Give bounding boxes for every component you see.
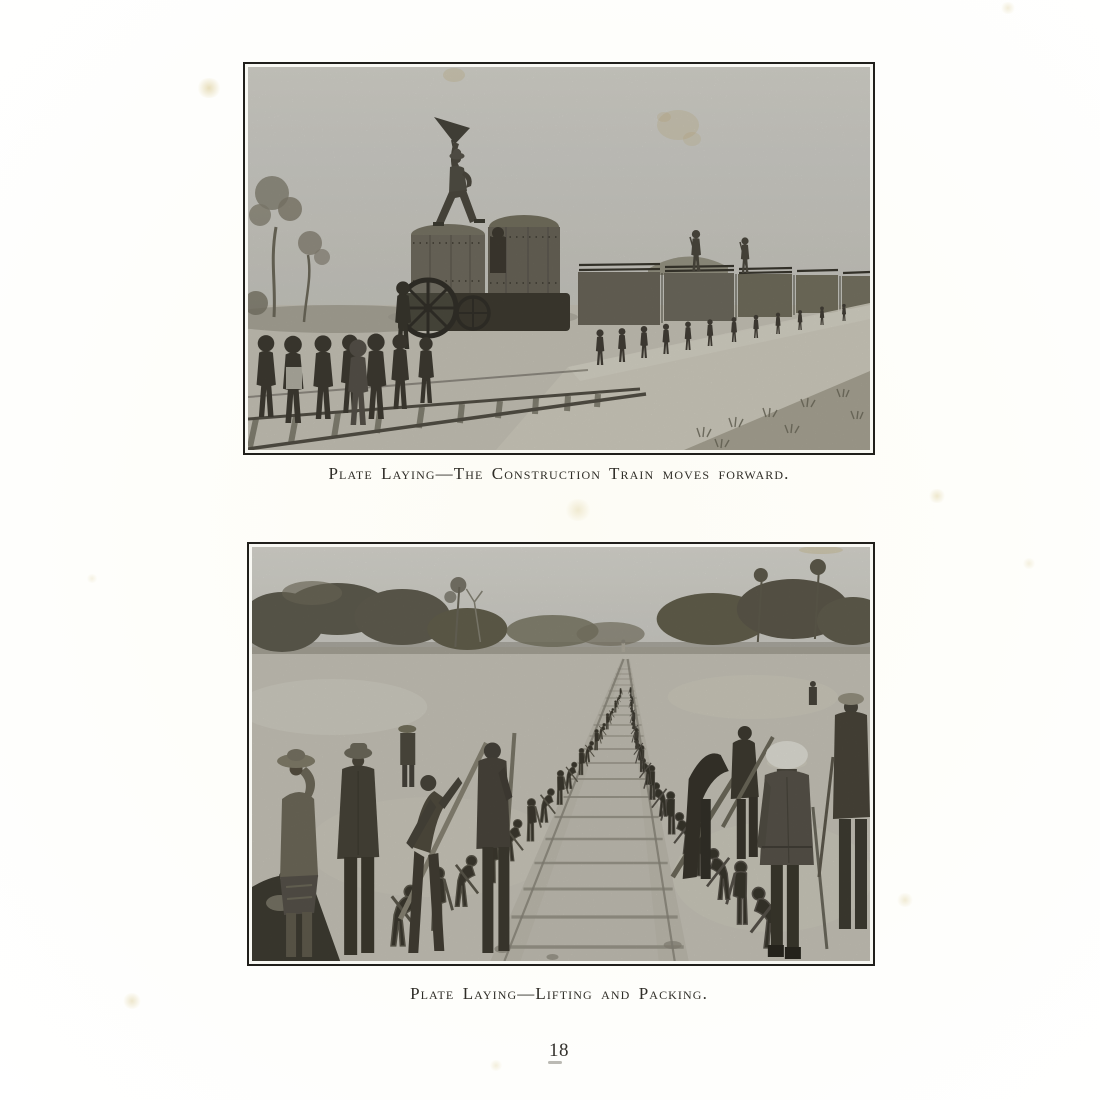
photo-construction-train — [248, 67, 870, 450]
caption-construction-train: Plate Laying—The Construction Train moves forward. — [328, 464, 790, 483]
photo-frame-lifting-packing — [247, 542, 875, 966]
foxing-spot — [928, 489, 946, 503]
foxing-spot — [122, 993, 142, 1009]
caption-lifting-packing: Plate Laying—Lifting and Packing. — [410, 984, 708, 1003]
page-number: 18 — [549, 1040, 569, 1061]
foxing-spot — [896, 893, 914, 907]
foxing-spot — [1000, 2, 1016, 14]
foxing-spot — [86, 574, 98, 583]
foxing-spot — [1022, 558, 1036, 569]
foxing-spot — [196, 78, 222, 98]
foxing-spot — [564, 499, 592, 521]
photo-lifting-packing — [252, 547, 870, 961]
photo-frame-construction-train — [243, 62, 875, 455]
